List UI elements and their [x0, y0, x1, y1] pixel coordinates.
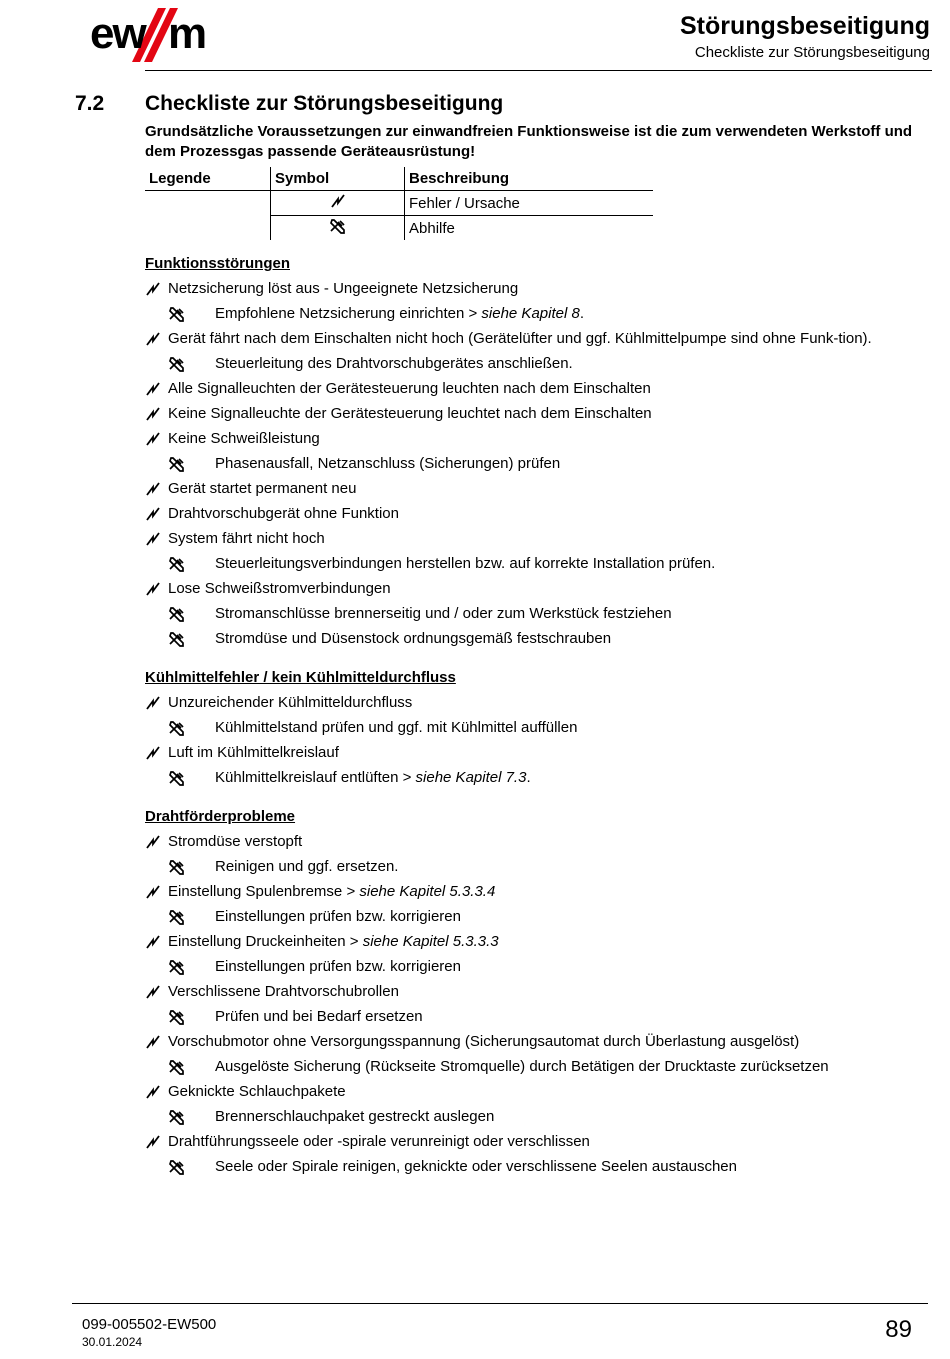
header-title: Störungsbeseitigung [680, 12, 930, 40]
item-text: Geknickte Schlauchpakete [168, 1083, 346, 1100]
item-text: Seele oder Spirale reinigen, geknickte oder verschlissene Seelen austauschen [215, 1158, 737, 1175]
item-text: Lose Schweißstromverbindungen [168, 580, 391, 597]
item-text: Kühlmittelstand prüfen und ggf. mit Kühlmittel auffüllen [215, 719, 578, 736]
item-text: Reinigen und ggf. ersetzen. [215, 858, 399, 875]
remedy-item [145, 354, 925, 374]
fault-item [145, 693, 925, 713]
item-text: Gerät fährt nach dem Einschalten nicht hoch (Gerätelüfter und ggf. Kühlmittelpumpe sind ohne Funk-tion). [168, 330, 872, 347]
fault-icon [145, 935, 161, 949]
remedy-icon [169, 307, 185, 322]
fault-icon [145, 885, 161, 899]
legend-header-legende: Legende [145, 167, 271, 191]
header-subtitle: Checkliste zur Störungsbeseitigung [694, 44, 930, 61]
svg-text:ew: ew [90, 9, 145, 58]
item-text: Einstellung Spulenbremse > [168, 883, 360, 900]
fault-icon [145, 1085, 161, 1099]
fault-item [145, 743, 925, 763]
item-text: Einstellungen prüfen bzw. korrigieren [215, 908, 461, 925]
fault-icon [145, 582, 161, 596]
group-heading: Funktionsstörungen [145, 255, 290, 272]
remedy-icon [169, 357, 185, 372]
remedy-item [145, 304, 925, 324]
remedy-item [145, 604, 925, 624]
item-text: Stromdüse und Düsenstock ordnungsgemäß festschrauben [215, 630, 612, 647]
remedy-icon [169, 721, 185, 736]
legend-header-beschreibung: Beschreibung [405, 167, 654, 191]
fault-item [145, 404, 925, 424]
item-text: Alle Signalleuchten der Gerätesteuerung leuchten nach dem Einschalten [168, 380, 651, 397]
item-text: Prüfen und bei Bedarf ersetzen [215, 1008, 423, 1025]
remedy-icon [169, 1110, 185, 1125]
fault-item [145, 279, 925, 299]
remedy-icon [169, 1060, 185, 1075]
fault-icon [145, 507, 161, 521]
header-divider [145, 70, 932, 71]
remedy-icon [169, 910, 185, 925]
fault-item [145, 1032, 925, 1052]
item-text: Phasenausfall, Netzanschluss (Sicherungen) prüfen [215, 455, 561, 472]
ewm-logo [88, 6, 224, 62]
fault-item [145, 832, 925, 852]
checklist [145, 253, 925, 1177]
chapter-reference-link[interactable]: siehe Kapitel 8 [481, 305, 580, 322]
legend-fault-description: Fehler / Ursache [405, 191, 654, 216]
legend-remedy-description: Abhilfe [405, 216, 654, 241]
fault-item [145, 932, 925, 952]
item-text: Steuerleitung des Drahtvorschubgerätes anschließen. [215, 355, 573, 372]
group-heading: Kühlmittelfehler / kein Kühlmitteldurchfluss [145, 669, 456, 686]
item-text: Brennerschlauchpaket gestreckt auslegen [215, 1108, 495, 1125]
item-text: Stromdüse verstopft [168, 833, 303, 850]
remedy-item [145, 857, 925, 877]
item-text: Vorschubmotor ohne Versorgungsspannung (Sicherungsautomat durch Überlastung ausgelöst) [168, 1033, 800, 1050]
svg-text:m: m [168, 9, 208, 58]
item-text: Kühlmittelkreislauf entlüften > [215, 769, 416, 786]
remedy-item [145, 1157, 925, 1177]
fault-icon [145, 532, 161, 546]
item-text: Unzureichender Kühlmitteldurchfluss [168, 694, 413, 711]
fault-item [145, 1082, 925, 1102]
item-text: Steuerleitungsverbindungen herstellen bzw. auf korrekte Installation prüfen. [215, 555, 716, 572]
item-text: Verschlissene Drahtvorschubrollen [168, 983, 399, 1000]
item-text: Gerät startet permanent neu [168, 480, 357, 497]
item-text: Luft im Kühlmittelkreislauf [168, 744, 339, 761]
fault-icon [145, 482, 161, 496]
item-text: Einstellungen prüfen bzw. korrigieren [215, 958, 461, 975]
chapter-reference-link[interactable]: siehe Kapitel 7.3 [415, 769, 527, 786]
item-text: Keine Signalleuchte der Gerätesteuerung leuchtet nach dem Einschalten [168, 405, 652, 422]
page-number: 89 [885, 1316, 912, 1343]
chapter-reference-link[interactable]: siehe Kapitel 5.3.3.3 [362, 933, 499, 950]
fault-item [145, 982, 925, 1002]
remedy-item [145, 554, 925, 574]
fault-item [145, 579, 925, 599]
remedy-icon [169, 960, 185, 975]
document-number: 099-005502-EW500 [82, 1316, 217, 1333]
fault-icon [145, 432, 161, 446]
remedy-item [145, 1007, 925, 1027]
item-text-end: . [526, 769, 531, 786]
remedy-icon [169, 860, 185, 875]
fault-icon [330, 194, 346, 212]
fault-icon [145, 282, 161, 296]
remedy-icon [169, 632, 185, 647]
item-text: Netzsicherung löst aus - Ungeeignete Netzsicherung [168, 280, 519, 297]
remedy-icon [169, 771, 185, 786]
item-text: Einstellung Druckeinheiten > [168, 933, 363, 950]
fault-item [145, 329, 925, 349]
fault-icon [145, 382, 161, 396]
remedy-item [145, 768, 925, 788]
fault-item [145, 429, 925, 449]
ewm-logo-graphic [88, 6, 224, 62]
remedy-icon [169, 607, 185, 622]
remedy-item [145, 1107, 925, 1127]
remedy-item [145, 629, 925, 649]
remedy-item [145, 957, 925, 977]
item-text: Ausgelöste Sicherung (Rückseite Stromquelle) durch Betätigen der Drucktaste zurücksetzen [215, 1058, 829, 1075]
item-text: Empfohlene Netzsicherung einrichten > [215, 305, 482, 322]
legend-table [145, 167, 653, 240]
section-title: Checkliste zur Störungsbeseitigung [145, 92, 504, 115]
remedy-icon [169, 1010, 185, 1025]
remedy-icon [330, 219, 346, 238]
fault-icon [145, 746, 161, 760]
remedy-icon [169, 1160, 185, 1175]
fault-icon [145, 835, 161, 849]
section-intro: Grundsätzliche Voraussetzungen zur einwandfreien Funktionsweise ist die zum verwendeten Werkstoff und dem Prozessgas passende Geräteausrüstung! [145, 123, 913, 160]
fault-item [145, 379, 925, 399]
fault-item [145, 1132, 925, 1152]
item-text: Keine Schweißleistung [168, 430, 320, 447]
fault-item [145, 882, 925, 902]
fault-item [145, 529, 925, 549]
remedy-item [145, 1057, 925, 1077]
group-heading: Drahtförderprobleme [145, 808, 296, 825]
item-text: Stromanschlüsse brennerseitig und / oder zum Werkstück festziehen [215, 605, 672, 622]
remedy-item [145, 718, 925, 738]
item-text: Drahtvorschubgerät ohne Funktion [168, 505, 399, 522]
fault-icon [145, 985, 161, 999]
remedy-item [145, 454, 925, 474]
remedy-icon [169, 557, 185, 572]
legend-header-symbol: Symbol [271, 167, 405, 191]
legend-remedy-symbol [271, 216, 405, 241]
document-date: 30.01.2024 [82, 1335, 143, 1349]
fault-icon [145, 696, 161, 710]
remedy-item [145, 907, 925, 927]
fault-item [145, 479, 925, 499]
section-number: 7.2 [75, 92, 105, 115]
fault-icon [145, 1135, 161, 1149]
remedy-icon [169, 457, 185, 472]
fault-item [145, 504, 925, 524]
fault-icon [145, 407, 161, 421]
legend-fault-symbol [271, 191, 405, 216]
item-text: Drahtführungsseele oder -spirale verunreinigt oder verschlissen [168, 1133, 590, 1150]
footer-divider [72, 1303, 928, 1304]
item-text: System fährt nicht hoch [168, 530, 325, 547]
item-text-end: . [579, 305, 584, 322]
fault-icon [145, 1035, 161, 1049]
chapter-reference-link[interactable]: siehe Kapitel 5.3.3.4 [359, 883, 496, 900]
fault-icon [145, 332, 161, 346]
